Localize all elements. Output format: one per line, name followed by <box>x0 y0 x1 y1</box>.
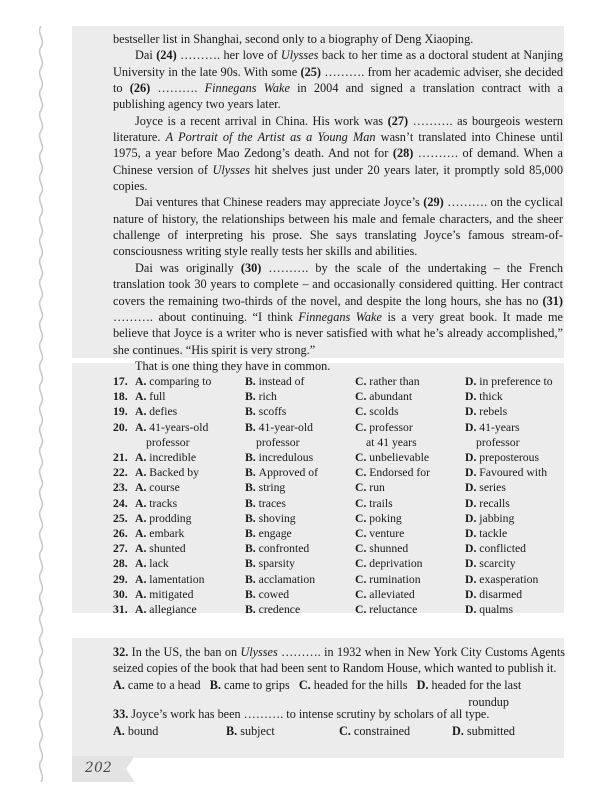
mcq-option-text: professor <box>369 420 413 434</box>
mcq-option-letter: A. <box>135 390 150 404</box>
mcq-option-letter: D. <box>465 603 480 617</box>
text-run: ………. her love of <box>176 48 281 63</box>
mcq-option-text: Endorsed for <box>369 466 430 480</box>
question-32-choice-b[interactable] <box>210 678 290 692</box>
mcq-option-d[interactable] <box>465 526 577 541</box>
mcq-option-text: deprivation <box>369 557 423 571</box>
mcq-option-letter: B. <box>245 527 259 541</box>
mcq-option-letter: D. <box>465 481 480 495</box>
mcq-option-letter: D. <box>465 390 480 404</box>
mcq-option-letter: A. <box>135 511 150 525</box>
mcq-option-c[interactable] <box>355 511 465 526</box>
mcq-option-text: allegiance <box>149 603 197 617</box>
text-run: (31) <box>542 293 563 308</box>
mcq-option-letter: A. <box>135 451 150 465</box>
choice-text: subject <box>240 724 275 739</box>
reading-passage <box>113 31 563 374</box>
mcq-option-text: rebels <box>479 405 508 419</box>
mcq-option-letter: C. <box>355 405 370 419</box>
mcq-option-text: alleviated <box>369 587 415 601</box>
question-33-choice-d[interactable] <box>452 723 565 739</box>
mcq-option-text: exasperation <box>479 572 539 586</box>
mcq-question-number: 27. <box>113 542 128 556</box>
choice-text: came to grips <box>224 678 290 693</box>
choice-letter: A. <box>113 724 128 739</box>
mcq-option-letter: C. <box>355 481 370 495</box>
mcq-option-letter: B. <box>245 587 259 601</box>
mcq-option-text: rumination <box>369 572 421 586</box>
choice-text: headed for the last <box>431 678 522 693</box>
mcq-option-c[interactable] <box>355 556 465 571</box>
mcq-option-text: comparing to <box>149 375 212 388</box>
mcq-question-number: 31. <box>113 603 128 617</box>
text-run: wasn’t translated into Chinese until 1975, a year before Mao Zedong’s death. And not for <box>113 130 564 161</box>
mcq-option-c[interactable] <box>355 587 465 602</box>
mcq-option-b[interactable] <box>245 541 355 556</box>
mcq-option-text: scolds <box>369 405 399 419</box>
mcq-option-letter: B. <box>245 451 259 465</box>
mcq-option-c[interactable] <box>355 541 465 556</box>
choice-letter: D. <box>452 724 467 739</box>
mcq-option-letter: A. <box>135 527 150 541</box>
question-32 <box>113 644 565 710</box>
mcq-option-letter: A. <box>135 587 150 601</box>
mcq-option-text: incredible <box>149 451 197 465</box>
mcq-option-d[interactable] <box>465 496 577 511</box>
mcq-option-b[interactable] <box>245 602 355 617</box>
mcq-option-text: Approved of <box>258 466 319 480</box>
mcq-option-letter: C. <box>355 603 370 617</box>
passage-paragraph <box>113 47 563 112</box>
mcq-option-letter: C. <box>355 496 370 510</box>
mcq-question-number: 23. <box>113 481 128 495</box>
mcq-option-letter: D. <box>465 451 480 465</box>
text-run: Ulysses <box>212 162 251 177</box>
mcq-option-text: acclamation <box>258 572 316 586</box>
question-33-choice-a[interactable] <box>113 723 226 739</box>
mcq-option-c[interactable] <box>355 389 465 404</box>
mcq-option-letter: D. <box>465 557 480 571</box>
mcq-option-b[interactable] <box>245 587 355 602</box>
mcq-option-b[interactable] <box>245 511 355 526</box>
mcq-option-d[interactable] <box>465 420 577 450</box>
text-run: (28) <box>392 146 414 161</box>
mcq-option-text: trails <box>369 496 393 510</box>
mcq-option-letter: B. <box>245 511 259 525</box>
mcq-question-number: 17. <box>113 375 128 388</box>
mcq-option-letter: C. <box>355 390 370 404</box>
mcq-option-letter: B. <box>245 557 259 571</box>
mcq-option-letter: A. <box>135 496 150 510</box>
mcq-option-b[interactable] <box>245 556 355 571</box>
text-run: ………. on the cyclical nature of history, the relationships between his male and female characters, and the sheer challenge of interpreting his prose. She says translating Joyce’s famous stream-of-consciousness writing style really tests her skills and abilities. <box>113 195 564 259</box>
text-run: (25) <box>300 64 322 79</box>
mcq-option-text: rather than <box>369 375 420 388</box>
mcq-row <box>113 420 565 450</box>
mcq-option-text: thick <box>479 390 503 404</box>
mcq-option-text: poking <box>369 511 402 525</box>
mcq-option-letter: B. <box>245 572 259 586</box>
mcq-option-a[interactable] <box>135 496 245 511</box>
mcq-option-c[interactable] <box>355 404 465 419</box>
mcq-row <box>113 404 565 419</box>
question-33 <box>113 706 565 739</box>
text-run: ………. <box>150 81 205 96</box>
text-run: (27) <box>387 113 409 128</box>
text-run: Dai was originally <box>135 260 241 275</box>
choice-text: came to a head <box>127 678 201 693</box>
mcq-option-text: string <box>258 481 286 495</box>
mcq-option-b[interactable] <box>245 496 355 511</box>
mcq-option-d[interactable] <box>465 572 577 587</box>
mcq-option-text: prodding <box>149 511 192 525</box>
mcq-row <box>113 496 565 511</box>
mcq-option-letter: B. <box>245 603 259 617</box>
question-33-stem <box>113 706 565 722</box>
page-number: 202 <box>85 760 113 776</box>
mcq-option-d[interactable] <box>465 511 577 526</box>
mcq-row <box>113 556 565 571</box>
spiral-binding-decoration <box>34 26 48 782</box>
mcq-option-letter: C. <box>355 375 370 388</box>
mcq-option-text: 41-year-old <box>258 420 313 434</box>
text-run: back to her time as a doctoral student at Nanjing University in the late 90s. With some <box>113 48 563 79</box>
mcq-option-text: tackle <box>479 527 508 541</box>
mcq-option-b[interactable] <box>245 526 355 541</box>
mcq-option-text: instead of <box>258 375 305 388</box>
mcq-option-b[interactable] <box>245 450 355 465</box>
mcq-row <box>113 450 565 465</box>
text-run: Dai <box>135 48 157 63</box>
mcq-row <box>113 602 565 617</box>
text-run: A Portrait of the Artist as a Young Man <box>165 130 376 145</box>
mcq-option-text: jabbing <box>479 511 515 525</box>
mcq-row <box>113 541 565 556</box>
mcq-option-letter: D. <box>465 572 480 586</box>
text-run: is a very great book. It made me believe that Joyce is a writer who is never satisfied with what he’s already accomplished,” she continues. “His spirit is very strong.” <box>113 309 563 357</box>
mcq-option-c[interactable] <box>355 496 465 511</box>
text-run: ………. from her academic adviser, she decided to <box>113 64 563 96</box>
mcq-option-text: full <box>149 390 166 404</box>
mcq-option-a[interactable] <box>135 420 245 450</box>
mcq-option-d[interactable] <box>465 602 577 617</box>
mcq-option-text: engage <box>258 527 292 541</box>
choice-letter: D. <box>416 678 432 693</box>
mcq-option-letter: C. <box>355 451 370 465</box>
mcq-row <box>113 526 565 541</box>
mcq-option-text: in preference to <box>479 375 553 388</box>
mcq-option-text: shoving <box>258 511 296 525</box>
mcq-row <box>113 389 565 404</box>
text-run: In the US, the ban on <box>131 645 241 659</box>
mcq-option-text: recalls <box>479 496 510 510</box>
mcq-option-text: mitigated <box>149 587 194 601</box>
question-32-number: 32. <box>113 645 132 659</box>
text-run: (29) <box>423 195 444 210</box>
mcq-option-text: sparsity <box>258 557 295 571</box>
mcq-option-c[interactable] <box>355 465 465 480</box>
mcq-option-b[interactable] <box>245 404 355 419</box>
mcq-option-text: traces <box>258 496 286 510</box>
mcq-option-a[interactable] <box>135 602 245 617</box>
mcq-question-number: 24. <box>113 496 128 510</box>
mcq-option-letter: D. <box>465 511 480 525</box>
mcq-option-text: lamentation <box>149 572 205 586</box>
mcq-option-letter: C. <box>355 527 370 541</box>
text-run: That is one thing they have in common. <box>135 358 331 373</box>
mcq-option-letter: D. <box>465 542 480 556</box>
question-33-number: 33. <box>113 707 129 721</box>
page-number-tab <box>72 756 134 782</box>
mcq-option-text: shunned <box>369 542 409 556</box>
text-run: ………. as bourgeois western literature. <box>113 113 563 145</box>
mcq-question-number: 25. <box>113 511 128 525</box>
mcq-option-b[interactable] <box>245 465 355 480</box>
mcq-option-text: 41-years <box>479 420 520 434</box>
mcq-option-letter: A. <box>135 603 150 617</box>
mcq-option-text: Favoured with <box>479 466 548 480</box>
mcq-option-letter: B. <box>245 496 259 510</box>
question-32-choice-d[interactable] <box>417 678 522 692</box>
mcq-option-letter: D. <box>465 375 480 388</box>
mcq-option-letter: B. <box>245 390 259 404</box>
text-run: in 2004 and signed a translation contract with a publishing agency two years later. <box>113 81 563 112</box>
mcq-option-letter: C. <box>355 466 370 480</box>
text-run: (26) <box>129 81 151 96</box>
mcq-option-c[interactable] <box>355 602 465 617</box>
mcq-option-text: lack <box>149 557 169 571</box>
mcq-row <box>113 465 565 480</box>
passage-paragraph <box>113 31 563 47</box>
choice-letter: B. <box>226 724 241 739</box>
text-run: (30) <box>240 260 262 275</box>
mcq-option-text: shunted <box>149 542 186 556</box>
mcq-option-c[interactable] <box>355 420 465 450</box>
mcq-option-text-line2: professor <box>256 435 300 449</box>
mcq-option-a[interactable] <box>135 587 245 602</box>
mcq-option-text: run <box>369 481 385 495</box>
mcq-option-text: defies <box>149 405 178 419</box>
mcq-option-d[interactable] <box>465 556 577 571</box>
mcq-option-letter: A. <box>135 466 150 480</box>
mcq-option-letter: A. <box>135 572 150 586</box>
passage-paragraph <box>113 260 563 358</box>
choice-text: constrained <box>353 724 411 739</box>
mcq-option-a[interactable] <box>135 556 245 571</box>
mcq-option-letter: B. <box>245 466 259 480</box>
text-run: Finnegans Wake <box>204 81 290 96</box>
mcq-option-a[interactable] <box>135 465 245 480</box>
text-run: (24) <box>156 48 177 63</box>
mcq-row <box>113 511 565 526</box>
mcq-option-letter: A. <box>135 375 150 388</box>
choice-text: headed for the hills <box>313 678 408 693</box>
mcq-option-text: tracks <box>149 496 178 510</box>
mcq-option-letter: C. <box>355 557 370 571</box>
mcq-option-d[interactable] <box>465 465 577 480</box>
text-run: ………. of demand. When a Chinese version of <box>113 146 563 177</box>
mcq-option-letter: D. <box>465 496 480 510</box>
mcq-row <box>113 572 565 587</box>
mcq-option-text: incredulous <box>258 451 314 465</box>
mcq-option-letter: B. <box>245 481 259 495</box>
mcq-option-text: series <box>479 481 506 495</box>
mcq-option-a[interactable] <box>135 450 245 465</box>
mcq-option-text: unbelievable <box>369 451 430 465</box>
mcq-option-d[interactable] <box>465 374 577 389</box>
mcq-option-a[interactable] <box>135 404 245 419</box>
mcq-option-d[interactable] <box>465 404 577 419</box>
mcq-option-a[interactable] <box>135 526 245 541</box>
mcq-question-number: 26. <box>113 527 128 541</box>
mcq-question-number: 19. <box>113 405 128 419</box>
mcq-option-d[interactable] <box>465 587 577 602</box>
mcq-question-number: 22. <box>113 466 128 480</box>
mcq-option-letter: B. <box>245 405 259 419</box>
mcq-option-a[interactable] <box>135 480 245 495</box>
text-run: ………. about continuing. “I think <box>113 309 299 324</box>
question-32-choice-c[interactable] <box>299 678 408 692</box>
mcq-option-text: confronted <box>258 542 310 556</box>
mcq-option-text: conflicted <box>479 542 527 556</box>
mcq-option-a[interactable] <box>135 511 245 526</box>
mcq-option-letter: C. <box>355 511 370 525</box>
mcq-option-text-line2: at 41 years <box>366 435 417 449</box>
mcq-option-text: preposterous <box>479 451 540 465</box>
passage-paragraph <box>113 358 563 374</box>
choice-text: submitted <box>466 724 515 739</box>
mcq-option-letter: D. <box>465 405 480 419</box>
text-run: hit shelves just under 20 years later, it promptly sold 85,000 copies. <box>113 162 563 194</box>
question-33-text: Joyce’s work has been ………. to intense scrutiny by scholars of all type. <box>131 707 490 721</box>
mcq-option-c[interactable] <box>355 450 465 465</box>
text-run: ………. by the scale of the undertaking – the French translation took 30 years to complete – and occasionally considered quitting. Her contract covers the remaining two-thirds of the novel, and despite the long hours, she has no <box>113 260 564 308</box>
mcq-question-number: 20. <box>113 420 128 434</box>
mcq-option-a[interactable] <box>135 389 245 404</box>
question-33-choice-c[interactable] <box>339 723 452 739</box>
mcq-question-number: 30. <box>113 587 128 601</box>
mcq-option-text-line2: professor <box>146 435 190 449</box>
mcq-option-d[interactable] <box>465 541 577 556</box>
mcq-option-text: cowed <box>258 587 290 601</box>
question-32-choice-runover: roundup <box>468 694 509 709</box>
mcq-row <box>113 374 565 389</box>
question-33-choice-b[interactable] <box>226 723 339 739</box>
mcq-option-text: venture <box>369 527 405 541</box>
choice-letter: A. <box>113 678 128 693</box>
mcq-option-c[interactable] <box>355 526 465 541</box>
mcq-option-text: disarmed <box>479 587 523 601</box>
mcq-option-letter: A. <box>135 405 150 419</box>
choice-letter: C. <box>339 724 354 739</box>
mcq-question-number: 18. <box>113 390 128 404</box>
mcq-option-text: embark <box>149 527 185 541</box>
mcq-option-letter: B. <box>245 542 259 556</box>
mcq-option-c[interactable] <box>355 480 465 495</box>
mcq-option-letter: C. <box>355 420 370 434</box>
mcq-option-d[interactable] <box>465 480 577 495</box>
mcq-option-letter: C. <box>355 542 370 556</box>
mcq-option-text: Backed by <box>149 466 199 480</box>
mcq-option-text: course <box>149 481 180 495</box>
mcq-option-letter: D. <box>465 587 480 601</box>
mcq-question-number: 21. <box>113 451 128 465</box>
mcq-question-number: 28. <box>113 557 128 571</box>
mcq-option-a[interactable] <box>135 374 245 389</box>
mcq-question-number: 29. <box>113 572 128 586</box>
mcq-option-b[interactable] <box>245 572 355 587</box>
text-run: Dai ventures that Chinese readers may appreciate Joyce’s <box>135 195 424 210</box>
mcq-option-text: 41-years-old <box>149 420 209 434</box>
mcq-option-text: scarcity <box>479 557 516 571</box>
mcq-option-a[interactable] <box>135 541 245 556</box>
mcq-options-grid <box>113 374 565 617</box>
mcq-option-letter: C. <box>355 587 370 601</box>
passage-paragraph <box>113 194 563 259</box>
mcq-option-letter: B. <box>245 420 259 434</box>
mcq-option-c[interactable] <box>355 374 465 389</box>
mcq-option-text: credence <box>258 603 301 617</box>
text-run: Ulysses <box>240 645 278 659</box>
mcq-option-letter: D. <box>465 527 480 541</box>
mcq-option-letter: D. <box>465 466 480 480</box>
mcq-row <box>113 480 565 495</box>
mcq-row <box>113 587 565 602</box>
question-32-choices <box>113 677 565 709</box>
mcq-option-b[interactable] <box>245 420 355 450</box>
mcq-option-letter: D. <box>465 420 480 434</box>
mcq-option-letter: A. <box>135 420 150 434</box>
text-run: ………. in 1932 when in New York City Customs Agents seized copies of the book that had been sent to Random House, which wanted to publish it. <box>113 645 566 676</box>
question-33-choices <box>113 723 565 739</box>
choice-letter: B. <box>209 678 225 693</box>
mcq-option-d[interactable] <box>465 450 577 465</box>
page-tab-notch <box>126 756 135 782</box>
mcq-option-text: qualms <box>479 603 514 617</box>
mcq-option-text: rich <box>258 390 277 404</box>
text-run: bestseller list in Shanghai, second only to a biography of Deng Xiaoping. <box>113 32 474 46</box>
mcq-option-letter: A. <box>135 542 150 556</box>
mcq-option-text-line2: professor <box>476 435 520 449</box>
text-run: Joyce is a recent arrival in China. His work was <box>135 113 388 128</box>
mcq-option-text: abundant <box>369 390 413 404</box>
mcq-option-b[interactable] <box>245 374 355 389</box>
choice-letter: C. <box>298 678 314 693</box>
mcq-option-b[interactable] <box>245 480 355 495</box>
mcq-option-text: reluctance <box>369 603 418 617</box>
text-run: Ulysses <box>280 48 319 63</box>
mcq-option-b[interactable] <box>245 389 355 404</box>
question-32-choice-a[interactable] <box>113 678 201 692</box>
choice-text: bound <box>127 724 159 739</box>
mcq-option-letter: A. <box>135 557 150 571</box>
mcq-option-letter: B. <box>245 375 259 388</box>
mcq-option-letter: A. <box>135 481 150 495</box>
mcq-option-letter: C. <box>355 572 370 586</box>
mcq-option-a[interactable] <box>135 572 245 587</box>
text-run: Finnegans Wake <box>298 309 382 324</box>
mcq-option-d[interactable] <box>465 389 577 404</box>
passage-paragraph <box>113 113 563 195</box>
mcq-option-text: scoffs <box>258 405 287 419</box>
question-32-stem <box>113 644 565 676</box>
mcq-option-c[interactable] <box>355 572 465 587</box>
